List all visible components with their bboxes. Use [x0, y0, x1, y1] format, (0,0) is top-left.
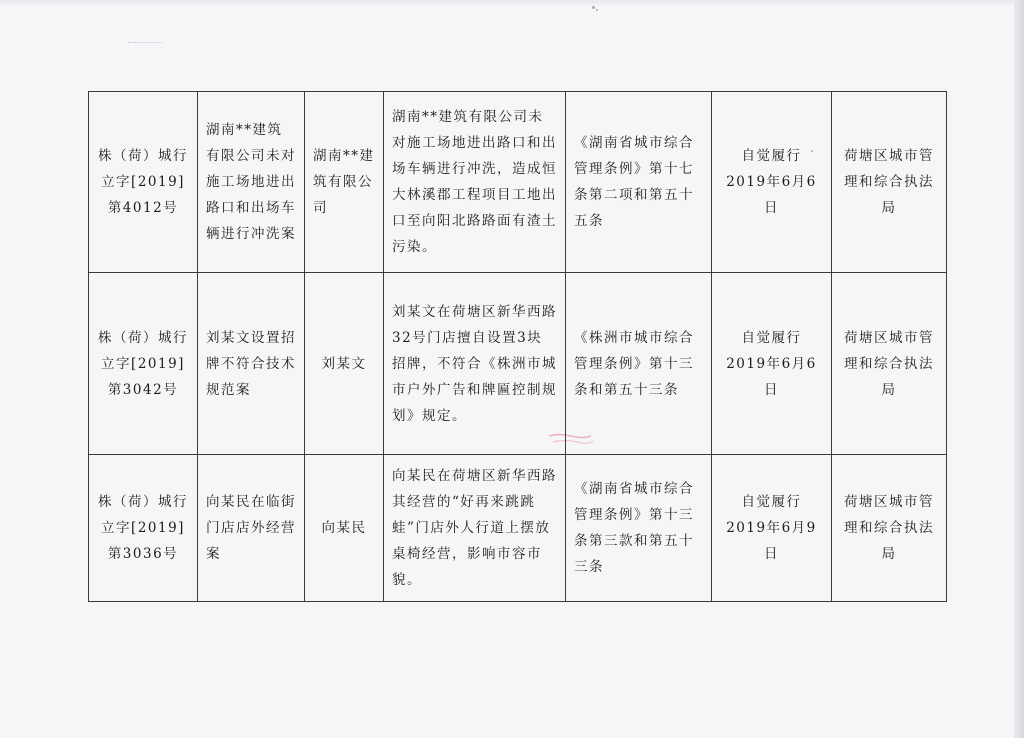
execution-status: 自觉履行: [741, 148, 802, 164]
authority-cell: [832, 92, 947, 273]
case-facts: 向某民在荷塘区新华西路其经营的“好再来跳跳蛙”门店外人行道上摆放桌椅经营，影响市容市貌。: [392, 468, 557, 588]
facts-cell: [384, 273, 566, 455]
authority-cell: [832, 455, 947, 602]
case-name: 湖南**建筑有限公司未对施工场地进出路口和出场车辆进行冲洗案: [206, 122, 296, 242]
party-cell: [305, 92, 384, 273]
case-name-cell: [198, 273, 305, 455]
page-top-shade: [0, 0, 1024, 6]
authority-name: 荷塘区城市管理和综合执法局: [844, 148, 934, 216]
scan-speck: [596, 9, 598, 11]
party-cell: [305, 273, 384, 455]
facts-cell: [384, 92, 566, 273]
party-cell: [305, 455, 384, 602]
case-number: 株（荷）城行立字[2019]第3042号: [98, 329, 188, 398]
facts-cell: [384, 455, 566, 602]
case-number-cell: [89, 455, 198, 602]
case-facts: 刘某文在荷塘区新华西路32号门店擅自设置3块招牌，不符合《株洲市城市户外广告和牌匾控制规划》规定。: [392, 303, 557, 424]
execution-status: 自觉履行: [741, 494, 802, 510]
authority-cell: [832, 273, 947, 455]
penalty-record-table: [88, 91, 947, 602]
legal-basis: 《株洲市城市综合管理条例》第十三条和第五十三条: [574, 329, 694, 398]
execution-cell: [712, 455, 832, 602]
legal-basis: 《湖南省城市综合管理条例》第十三条第三款和第五十三条: [574, 481, 694, 575]
execution-status: 自觉履行: [741, 329, 802, 346]
party-name: 湖南**建筑有限公司: [313, 148, 375, 216]
execution-date: 2019年6月9日: [726, 520, 817, 562]
party-name: 刘某文: [321, 355, 367, 372]
legal-basis-cell: [566, 273, 712, 455]
scan-smudge: [128, 42, 162, 49]
table-row: [89, 92, 947, 273]
authority-name: 荷塘区城市管理和综合执法局: [844, 329, 934, 398]
execution-date: 2019年6月6日: [726, 174, 817, 216]
legal-basis-cell: [566, 92, 712, 273]
execution-date: 2019年6月6日: [726, 355, 817, 398]
legal-basis: 《湖南省城市综合管理条例》第十七条第二项和第五十五条: [574, 135, 694, 229]
scan-speck: [592, 6, 595, 9]
case-number: 株（荷）城行立字[2019]第3036号: [98, 494, 188, 562]
table-row: [89, 273, 947, 455]
case-facts: 湖南**建筑有限公司未对施工场地进出路口和出场车辆进行冲洗，造成恒大林溪郡工程项目工地出口至向阳北路路面有渣土污染。: [392, 109, 557, 255]
case-number: 株（荷）城行立字[2019]第4012号: [98, 148, 188, 216]
execution-cell: [712, 92, 832, 273]
case-name-cell: [198, 455, 305, 602]
execution-cell: [712, 273, 832, 455]
authority-name: 荷塘区城市管理和综合执法局: [844, 494, 934, 562]
case-number-cell: [89, 92, 198, 273]
case-name-cell: [198, 92, 305, 273]
legal-basis-cell: [566, 455, 712, 602]
case-name: 刘某文设置招牌不符合技术规范案: [206, 329, 296, 398]
table-row: [89, 455, 947, 602]
page-right-edge: [1014, 0, 1024, 738]
party-name: 向某民: [321, 520, 367, 536]
case-name: 向某民在临街门店店外经营案: [206, 494, 296, 562]
case-number-cell: [89, 273, 198, 455]
